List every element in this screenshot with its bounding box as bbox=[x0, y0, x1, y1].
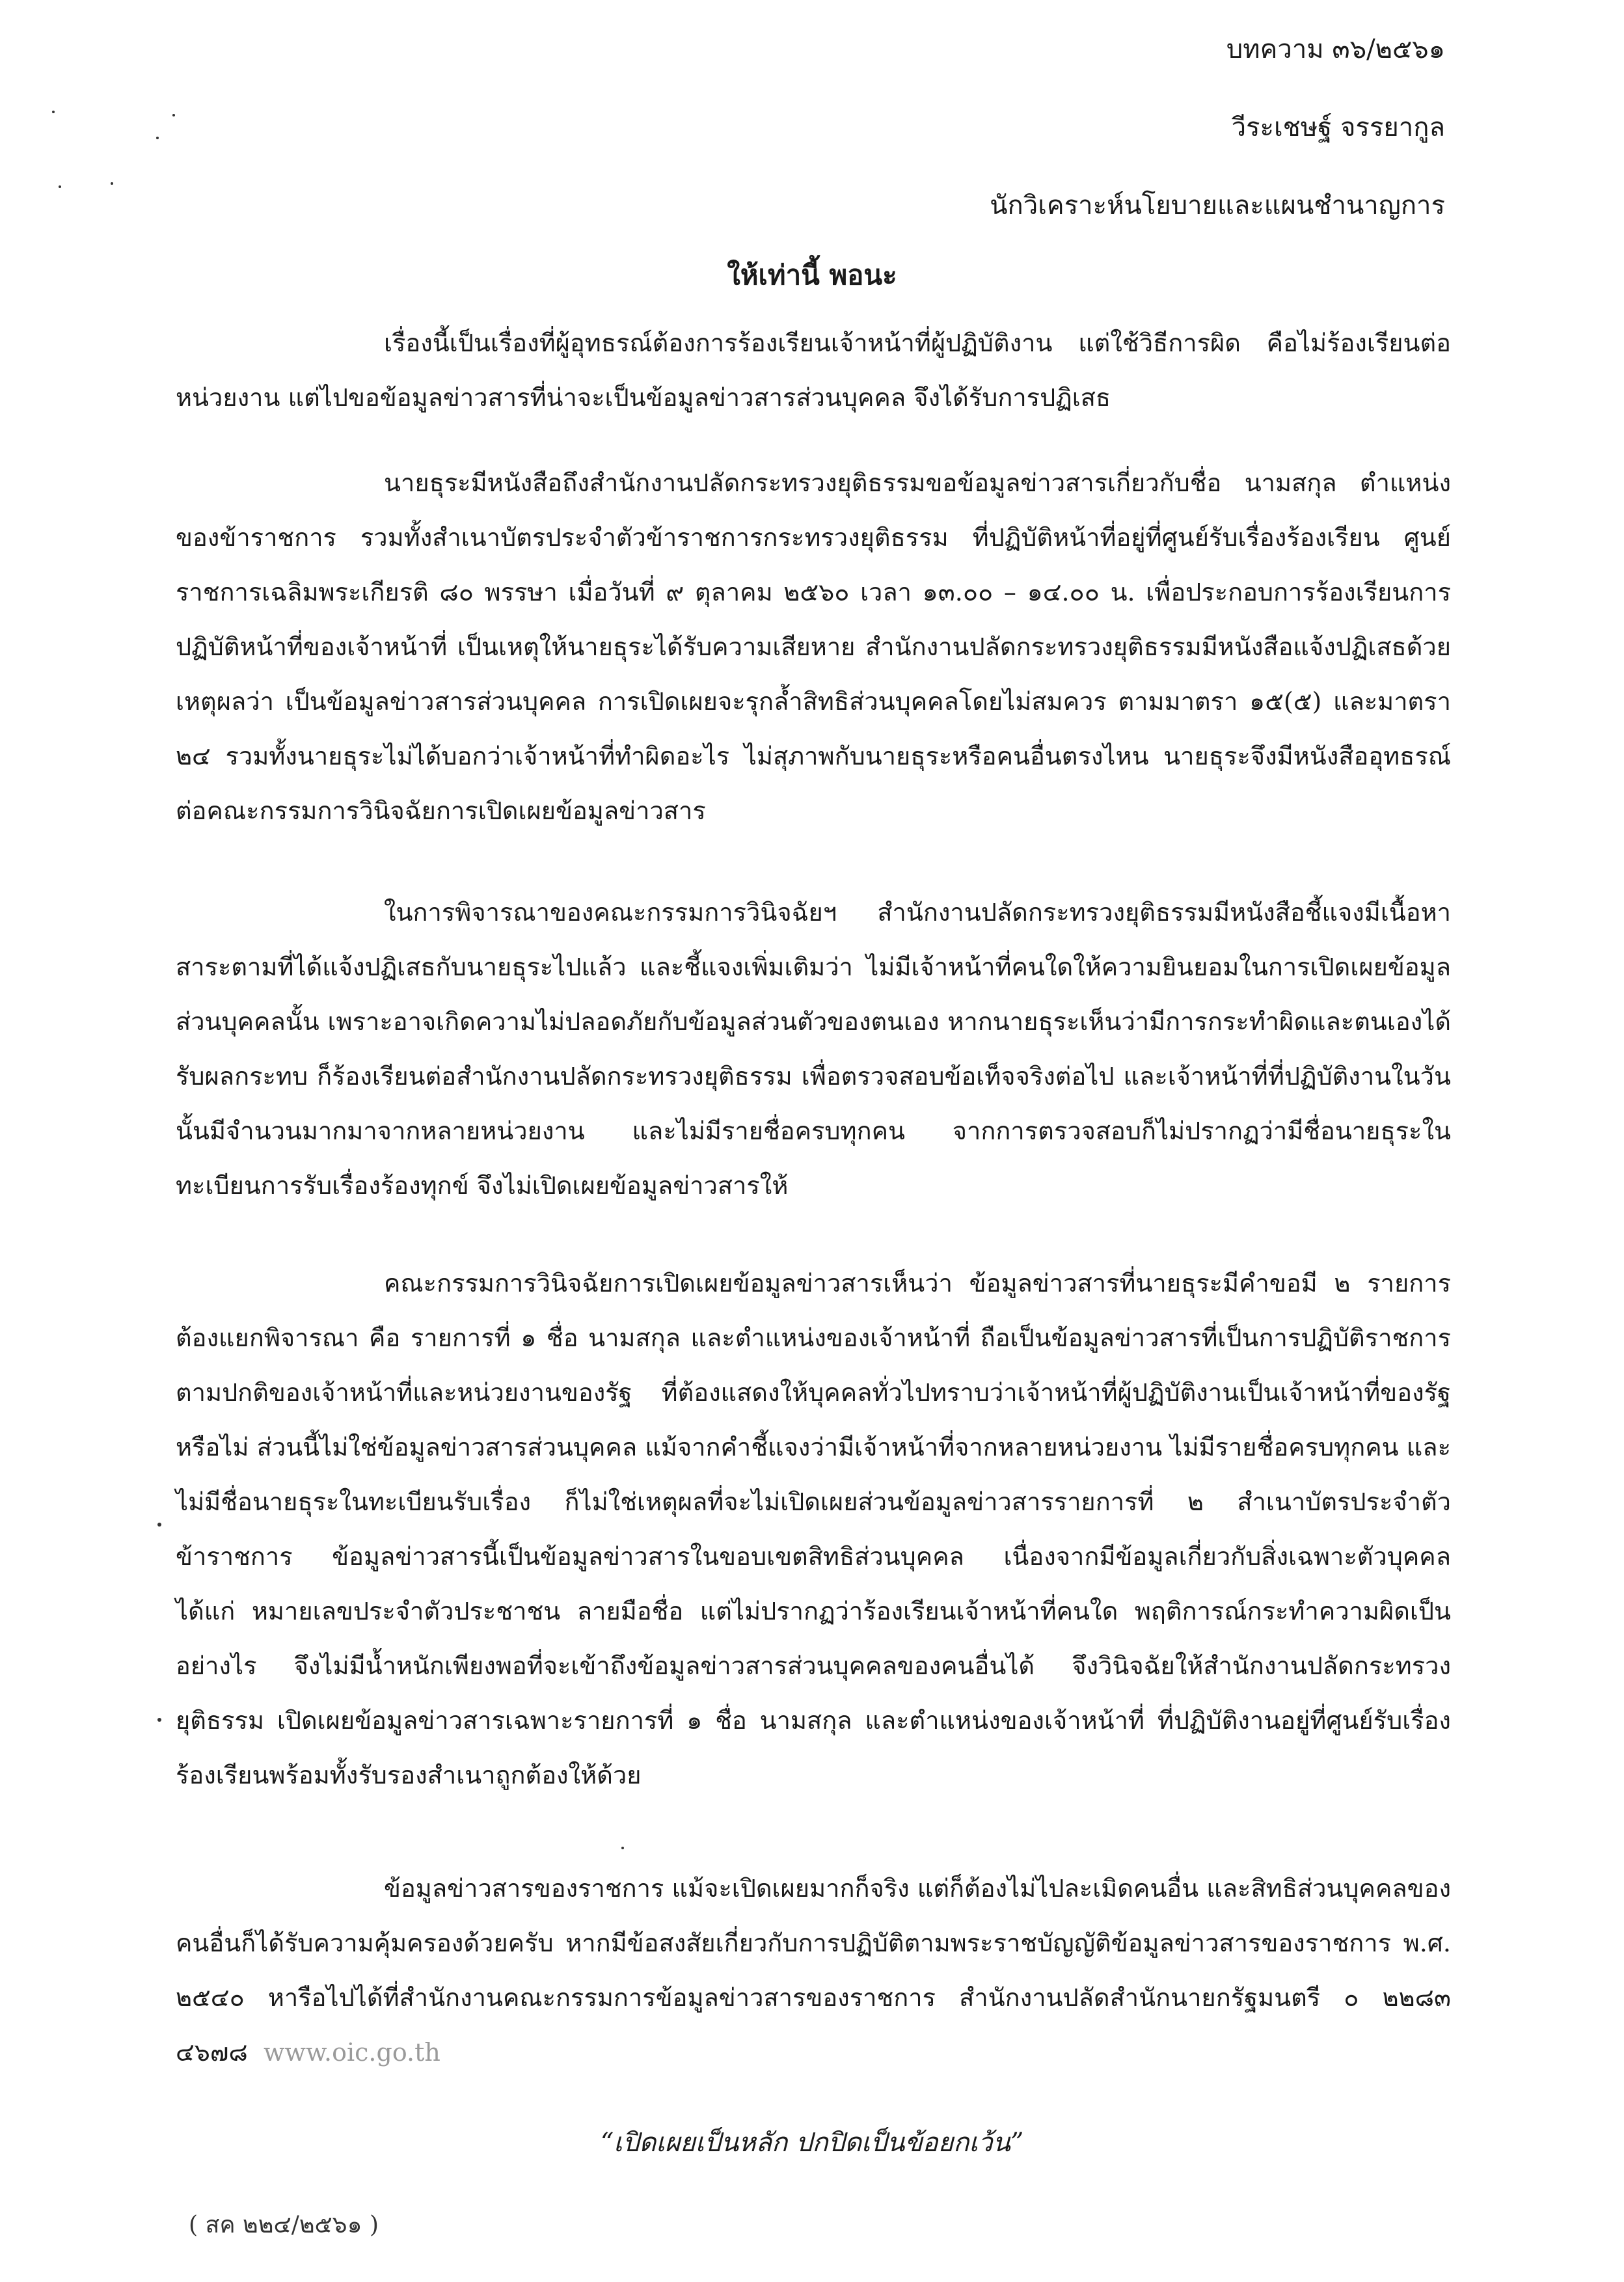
motto: “เปิดเผยเป็นหลัก ปกปิดเป็นข้อยกเว้น” bbox=[600, 2128, 1024, 2158]
paragraph-agency-response: ในการพิจารณาของคณะกรรมการวินิจฉัยฯ สำนักงานปลัดกระทรวงยุติธรรมมีหนังสือชี้แจงมีเนื้อหาสาระตามที่ได้แจ้งปฏิเสธกับนายธุระไปแล้ว และชี้แจงเพิ่มเติมว่า ไม่มีเจ้าหน้าที่คนใดให้ความยินยอมในการเปิดเผยข้อมูลส่วนบุคคลนั้น เพราะอาจเกิดความไม่ปลอดภัยกับข้อมูลส่วนตัวของตนเอง หากนายธุระเห็นว่ามีการกระทำผิดและตนเองได้รับผลกระทบ ก็ร้องเรียนต่อสำนักงานปลัดกระทรวงยุติธรรม เพื่อตรวจสอบข้อเท็จจริงต่อไป และเจ้าหน้าที่ที่ปฏิบัติงานในวันนั้นมีจำนวนมากมาจากหลายหน่วยงาน และไม่มีรายชื่อครบทุกคน จากการตรวจสอบก็ไม่ปรากฏว่ามีชื่อนายธุระในทะเบียนการรับเรื่องร้องทุกข์ จึงไม่เปิดเผยข้อมูลข่าวสารให้ bbox=[176, 898, 1451, 1200]
scan-speck bbox=[157, 1718, 161, 1722]
author-position: นักวิเคราะห์นโยบายและแผนชำนาญการ bbox=[990, 191, 1445, 221]
website-link[interactable]: www.oic.go.th bbox=[263, 2038, 440, 2067]
reference-code: ( สค ๒๒๔/๒๕๖๑ ) bbox=[189, 2212, 379, 2238]
closing-text: ข้อมูลข่าวสารของราชการ แม้จะเปิดเผยมากก็จริง แต่ก็ต้องไม่ไปละเมิดคนอื่น และสิทธิส่วนบุคคลของคนอื่นก็ได้รับความคุ้มครองด้วยครับ หากมีข้อสงสัยเกี่ยวกับการปฏิบัติตามพระราชบัญญัติข้อมูลข่าวสารของราชการ พ.ศ. ๒๕๔๐ หารือไปได้ที่สำนักงานคณะกรรมการข้อมูลข่าวสารของราชการ สำนักงานปลัดสำนักนายกรัฐมนตรี ๐ ๒๒๘๓ ๔๖๗๘ bbox=[176, 1874, 1451, 2067]
paragraph-intro: เรื่องนี้เป็นเรื่องที่ผู้อุทธรณ์ต้องการร้องเรียนเจ้าหน้าที่ผู้ปฏิบัติงาน แต่ใช้วิธีการผิด คือไม่ร้องเรียนต่อหน่วยงาน แต่ไปขอข้อมูลข่าวสารที่น่าจะเป็นข้อมูลข่าวสารส่วนบุคคล จึงได้รับการปฏิเสธ bbox=[176, 329, 1451, 412]
author-name: วีระเชษฐ์ จรรยากูล bbox=[1231, 113, 1445, 143]
article-title: ให้เท่านี้ พอนะ bbox=[727, 259, 897, 291]
scan-speck bbox=[111, 182, 113, 185]
scan-speck bbox=[621, 1847, 624, 1849]
scan-speck bbox=[59, 185, 61, 188]
scan-speck bbox=[52, 111, 55, 113]
article-number: บทความ ๓๖/๒๕๖๑ bbox=[1226, 34, 1445, 64]
paragraph-committee-decision: คณะกรรมการวินิจฉัยการเปิดเผยข้อมูลข่าวสารเห็นว่า ข้อมูลข่าวสารที่นายธุระมีคำขอมี ๒ รายการต้องแยกพิจารณา คือ รายการที่ ๑ ชื่อ นามสกุล และตำแหน่งของเจ้าหน้าที่ ถือเป็นข้อมูลข่าวสารที่เป็นการปฏิบัติราชการตามปกติของเจ้าหน้าที่และหน่วยงานของรัฐ ที่ต้องแสดงให้บุคคลทั่วไปทราบว่าเจ้าหน้าที่ผู้ปฏิบัติงานเป็นเจ้าหน้าที่ของรัฐหรือไม่ ส่วนนี้ไม่ใช่ข้อมูลข่าวสารส่วนบุคคล แม้จากคำชี้แจงว่ามีเจ้าหน้าที่จากหลายหน่วยงาน ไม่มีรายชื่อครบทุกคน และไม่มีชื่อนายธุระในทะเบียนรับเรื่อง ก็ไม่ใช่เหตุผลที่จะไม่เปิดเผยส่วนข้อมูลข่าวสารรายการที่ ๒ สำเนาบัตรประจำตัวข้าราชการ ข้อมูลข่าวสารนี้เป็นข้อมูลข่าวสารในขอบเขตสิทธิส่วนบุคคล เนื่องจากมีข้อมูลเกี่ยวกับสิ่งเฉพาะตัวบุคคล ได้แก่ หมายเลขประจำตัวประชาชน ลายมือชื่อ แต่ไม่ปรากฏว่าร้องเรียนเจ้าหน้าที่คนใด พฤติการณ์กระทำความผิดเป็นอย่างไร จึงไม่มีน้ำหนักเพียงพอที่จะเข้าถึงข้อมูลข่าวสารส่วนบุคคลของคนอื่นได้ จึงวินิจฉัยให้สำนักงานปลัดกระทรวงยุติธรรม เปิดเผยข้อมูลข่าวสารเฉพาะรายการที่ ๑ ชื่อ นามสกุล และตำแหน่งของเจ้าหน้าที่ ที่ปฏิบัติงานอยู่ที่ศูนย์รับเรื่องร้องเรียนพร้อมทั้งรับรองสำเนาถูกต้องให้ด้วย bbox=[176, 1269, 1451, 1789]
paragraph-closing bbox=[176, 1861, 1451, 2121]
scan-speck bbox=[157, 1523, 161, 1527]
scan-speck bbox=[156, 137, 159, 139]
scan-speck bbox=[172, 114, 175, 116]
paragraph-request: นายธุระมีหนังสือถึงสำนักงานปลัดกระทรวงยุติธรรมขอข้อมูลข่าวสารเกี่ยวกับชื่อ นามสกุล ตำแหน่งของข้าราชการ รวมทั้งสำเนาบัตรประจำตัวข้าราชการกระทรวงยุติธรรม ที่ปฏิบัติหน้าที่อยู่ที่ศูนย์รับเรื่องร้องเรียน ศูนย์ราชการเฉลิมพระเกียรติ ๘๐ พรรษา เมื่อวันที่ ๙ ตุลาคม ๒๕๖๐ เวลา ๑๓.๐๐ – ๑๔.๐๐ น. เพื่อประกอบการร้องเรียนการปฏิบัติหน้าที่ของเจ้าหน้าที่ เป็นเหตุให้นายธุระได้รับความเสียหาย สำนักงานปลัดกระทรวงยุติธรรมมีหนังสือแจ้งปฏิเสธด้วยเหตุผลว่า เป็นข้อมูลข่าวสารส่วนบุคคล การเปิดเผยจะรุกล้ำสิทธิส่วนบุคคลโดยไม่สมควร ตามมาตรา ๑๕(๕) และมาตรา ๒๔ รวมทั้งนายธุระไม่ได้บอกว่าเจ้าหน้าที่ทำผิดอะไร ไม่สุภาพกับนายธุระหรือคนอื่นตรงไหน นายธุระจึงมีหนังสืออุทธรณ์ต่อคณะกรรมการวินิจฉัยการเปิดเผยข้อมูลข่าวสาร bbox=[176, 469, 1451, 825]
